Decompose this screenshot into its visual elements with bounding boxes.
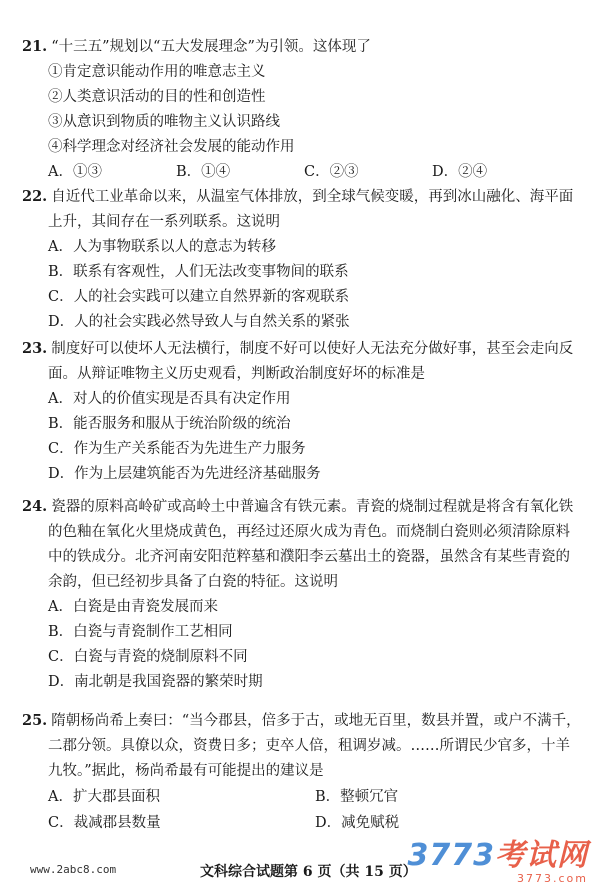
question-stem-cont: 九牧。”据此，杨尚希最有可能提出的建议是 — [48, 763, 324, 779]
question-stem: “十三五”规划以“五大发展理念”为引领。这体现了 — [51, 39, 371, 55]
question-stem: 制度好可以使坏人无法横行，制度不好可以使好人无法充分做好事，甚至会走向反 — [51, 341, 574, 357]
option-b: B．能否服务和服从于统治阶级的统治 — [48, 416, 291, 432]
question-stem-cont: 面。从辩证唯物主义历史观看，判断政治制度好坏的标准是 — [48, 366, 425, 382]
question-stem: 自近代工业革命以来，从温室气体排放，到全球气候变暖，再到冰山融化、海平面 — [51, 189, 574, 205]
option-d: D．②④ — [432, 164, 488, 180]
answer-options — [22, 160, 582, 185]
watermark — [408, 840, 589, 885]
question-24 — [22, 494, 582, 695]
option-c: C．作为生产关系能否为先进生产力服务 — [48, 441, 306, 457]
question-number: 24. — [22, 498, 48, 515]
option-b: B．①④ — [176, 164, 231, 180]
question-stem-cont: 二郡分领。具僚以众，资费日多；吏卒人倍，租调岁减。……所谓民少官多，十羊 — [48, 738, 570, 754]
option-c: C．白瓷与青瓷的烧制原料不同 — [48, 649, 248, 665]
question-number: 25. — [22, 712, 48, 729]
statement-4: ④科学理念对经济社会发展的能动作用 — [48, 139, 295, 155]
statement-3: ③从意识到物质的唯物主义认识路线 — [48, 114, 280, 130]
question-number: 23. — [22, 340, 48, 357]
question-stem-cont: 的色釉在氧化火里烧成黄色，再经过还原火成为青色。而烧制白瓷则必须清除原料 — [48, 524, 570, 540]
option-d: D．减免赋税 — [315, 815, 400, 831]
question-number: 22. — [22, 188, 48, 205]
answer-options-row-1 — [22, 784, 582, 810]
option-d: D．作为上层建筑能否为先进经济基础服务 — [48, 466, 321, 482]
question-22 — [22, 184, 582, 335]
option-a: A．人为事物联系以人的意志为转移 — [48, 239, 276, 255]
option-d: D．人的社会实践必然导致人与自然关系的紧张 — [48, 314, 350, 330]
option-d: D．南北朝是我国瓷器的繁荣时期 — [48, 674, 263, 690]
question-stem-cont: 中的铁成分。北齐河南安阳范粹墓和濮阳李云墓出土的瓷器，虽然含有某些青瓷的 — [48, 549, 570, 565]
question-25 — [22, 708, 582, 836]
statement-1: ①肯定意识能动作用的唯意志主义 — [48, 64, 266, 80]
statement-2: ②人类意识活动的目的性和创造性 — [48, 89, 266, 105]
page-number: 文科综合试题第 6 页（共 15 页） — [200, 864, 417, 880]
option-c: C．②③ — [304, 164, 359, 180]
question-stem: 隋朝杨尚希上奏曰：“当今郡县，倍多于古，或地无百里，数县并置，或户不满千， — [51, 713, 581, 729]
source-site: www.2abc8.com — [30, 863, 117, 876]
option-b: B．联系有客观性，人们无法改变事物间的联系 — [48, 264, 349, 280]
option-b: B．白瓷与青瓷制作工艺相同 — [48, 624, 233, 640]
option-b: B．整顿冗官 — [315, 789, 399, 805]
option-a: A．扩大郡县面积 — [48, 789, 160, 805]
option-a: A．白瓷是由青瓷发展而来 — [48, 599, 218, 615]
question-stem-cont: 余韵，但已经初步具备了白瓷的特征。这说明 — [48, 574, 338, 590]
option-c: C．裁减郡县数量 — [48, 815, 161, 831]
option-a: A．①③ — [48, 164, 102, 180]
option-a: A．对人的价值实现是否具有决定作用 — [48, 391, 291, 407]
question-21 — [22, 34, 582, 185]
watermark-logo: 3773考试网 — [407, 838, 588, 873]
option-c: C．人的社会实践可以建立自然界新的客观联系 — [48, 289, 350, 305]
question-stem-cont: 上升，其间存在一系列联系。这说明 — [48, 214, 280, 230]
question-stem: 瓷器的原料高岭矿或高岭土中普遍含有铁元素。青瓷的烧制过程就是将含有氧化铁 — [51, 499, 574, 515]
answer-options-row-2 — [22, 810, 582, 836]
question-23 — [22, 336, 582, 487]
watermark-url: 3773.com — [517, 872, 588, 885]
question-number: 21. — [22, 38, 48, 55]
